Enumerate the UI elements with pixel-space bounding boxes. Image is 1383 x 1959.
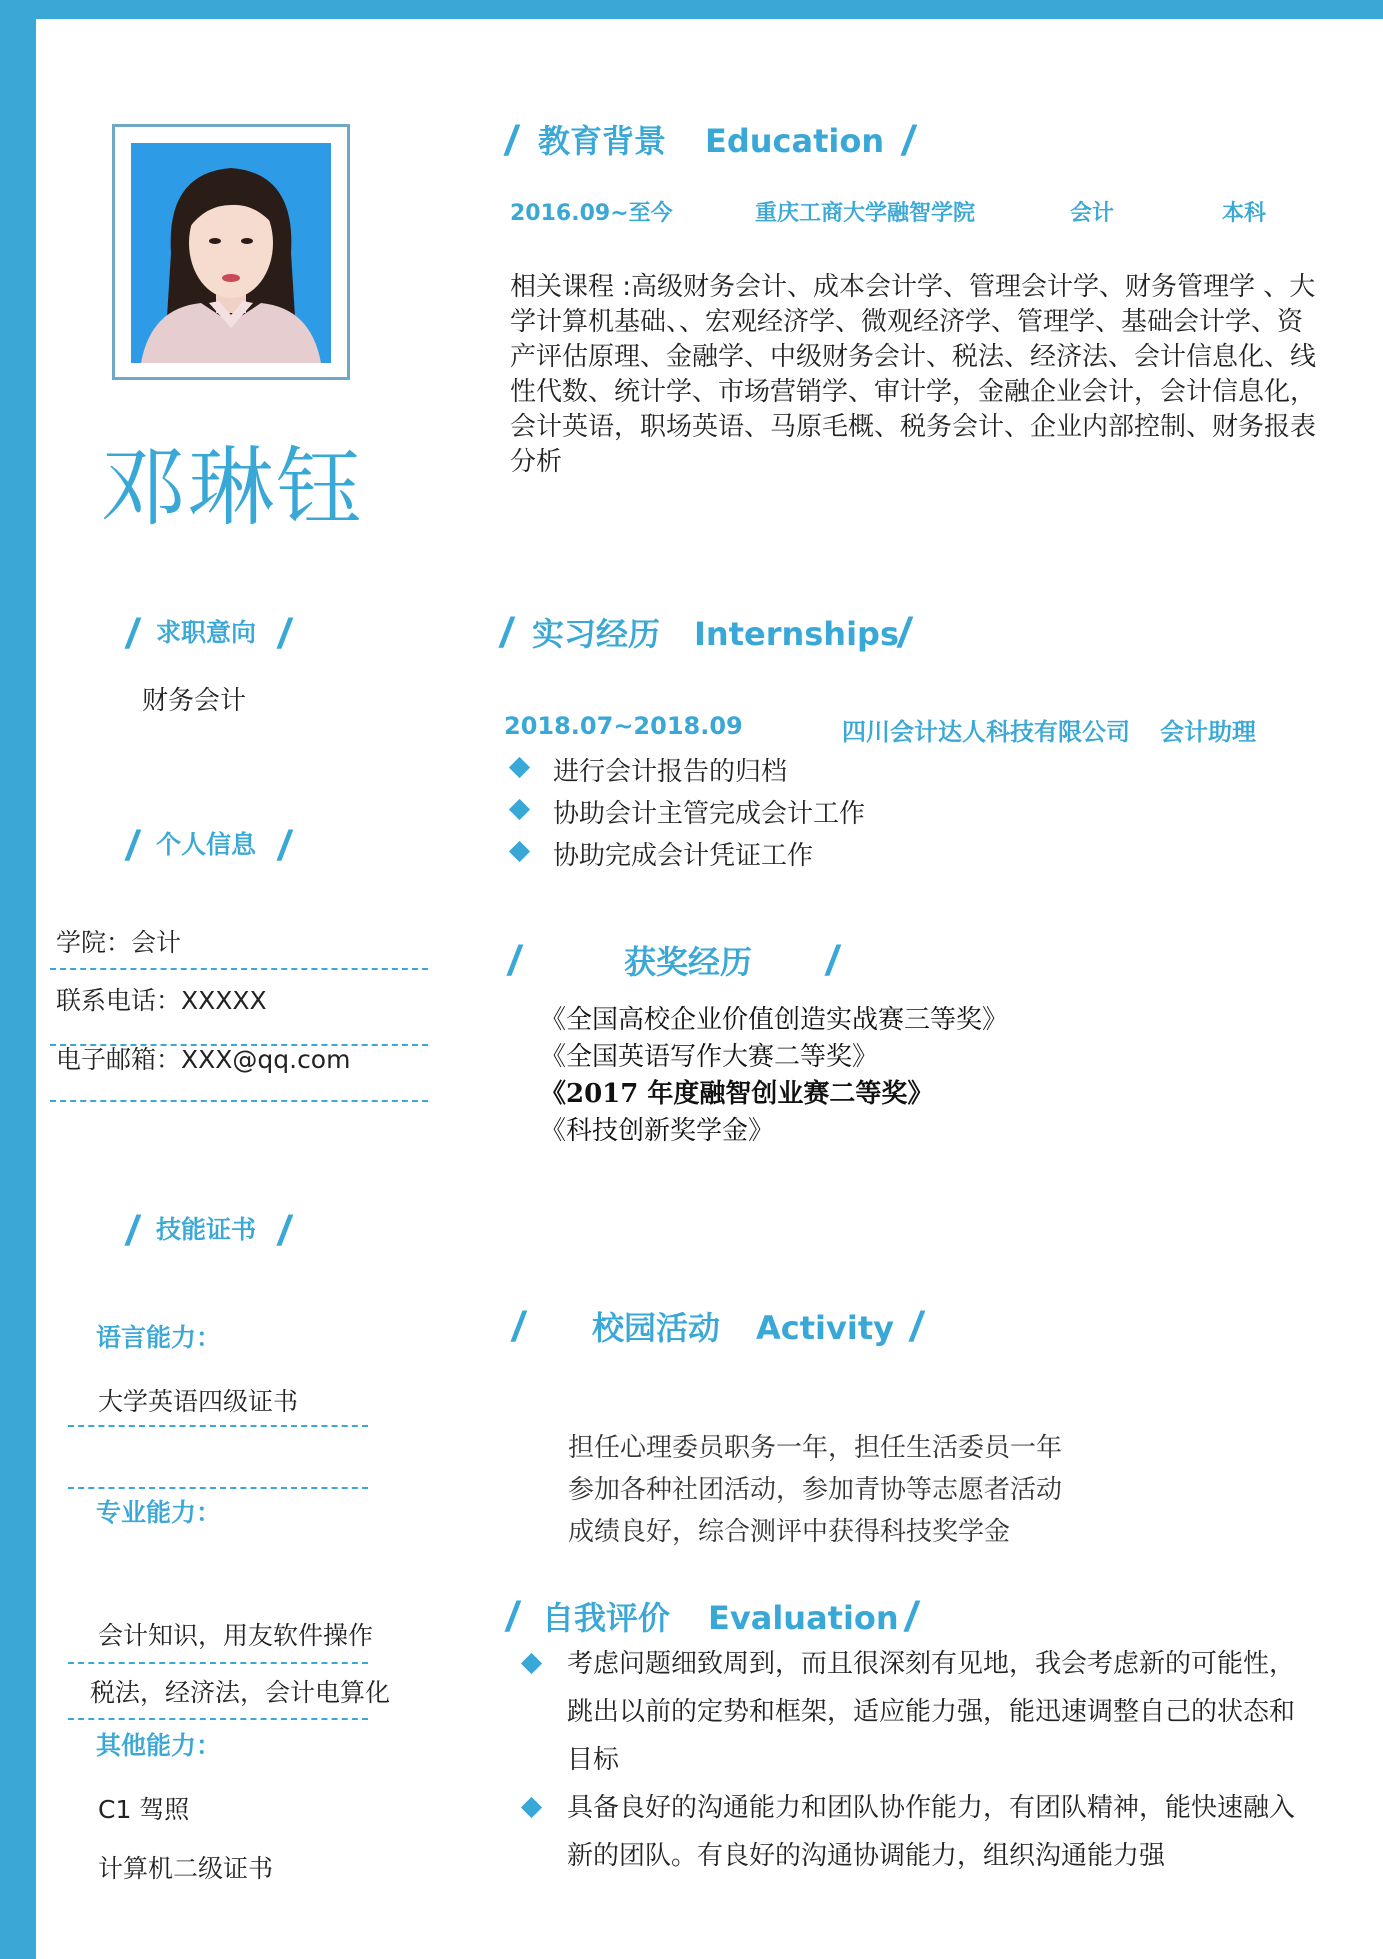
education-degree: 本科: [1222, 201, 1267, 226]
slash-decoration: /: [126, 610, 138, 657]
slash-decoration: /: [910, 1303, 922, 1350]
activity-line: 参加各种社团活动，参加青协等志愿者活动: [568, 1475, 1063, 1505]
activity-line: 担任心理委员职务一年，担任生活委员一年: [568, 1433, 1063, 1463]
slash-decoration: /: [506, 1593, 518, 1640]
professional-skill-item: 税法，经济法，会计电算化: [90, 1678, 391, 1707]
slash-decoration: /: [512, 1303, 524, 1350]
divider: [50, 968, 428, 970]
internship-title-en: Internships: [694, 615, 899, 653]
candidate-name: 邓琳钰: [100, 438, 364, 538]
slash-decoration: /: [508, 937, 520, 984]
other-skill-item: 计算机二级证书: [98, 1854, 274, 1883]
education-title-cn: 教育背景: [538, 122, 667, 160]
award-item: 《科技创新奖学金》: [540, 1116, 775, 1146]
bullet-diamond-icon: [509, 841, 530, 862]
divider: [68, 1487, 368, 1489]
profile-photo: [131, 143, 331, 363]
slash-decoration: /: [278, 1207, 290, 1254]
job-intention-title: 求职意向: [156, 618, 257, 647]
awards-title: 获奖经历: [624, 943, 753, 981]
internship-item: 协助会计主管完成会计工作: [553, 799, 866, 829]
divider: [68, 1718, 368, 1720]
language-skill-value: 大学英语四级证书: [98, 1387, 299, 1416]
skills-title: 技能证书: [156, 1215, 257, 1244]
slash-decoration: /: [126, 1207, 138, 1254]
activity-line: 成绩良好，综合测评中获得科技奖学金: [568, 1517, 1011, 1547]
other-skill-label: 其他能力：: [96, 1731, 222, 1760]
person-portrait-icon: [131, 143, 331, 363]
professional-skill-item: 会计知识，用友软件操作: [98, 1621, 374, 1650]
bullet-diamond-icon: [509, 757, 530, 778]
slash-decoration: /: [898, 609, 910, 656]
other-skill-item: C1 驾照: [98, 1795, 190, 1824]
internship-item: 进行会计报告的归档: [553, 757, 788, 787]
personal-college: 学院：会计: [56, 928, 182, 957]
education-school: 重庆工商大学融智学院: [755, 201, 976, 226]
education-title-en: Education: [705, 122, 885, 160]
evaluation-title-cn: 自我评价: [542, 1599, 671, 1637]
professional-skill-label: 专业能力：: [96, 1498, 222, 1527]
internship-role: 会计助理: [1160, 718, 1256, 746]
activity-title-en: Activity: [756, 1309, 894, 1347]
activity-title-cn: 校园活动: [592, 1309, 721, 1347]
education-major: 会计: [1070, 201, 1115, 226]
divider: [68, 1662, 368, 1664]
photo-frame: [112, 124, 350, 380]
internship-item: 协助完成会计凭证工作: [553, 841, 814, 871]
slash-decoration: /: [505, 117, 517, 164]
evaluation-item: 考虑问题细致周到，而且很深刻有见地，我会考虑新的可能性，跳出以前的定势和框架，适应能力强，能迅速调整自己的状态和目标: [567, 1649, 1296, 1775]
divider: [68, 1425, 368, 1427]
internship-title-cn: 实习经历: [532, 615, 661, 653]
bullet-diamond-icon: [521, 1797, 542, 1818]
award-item: 《2017 年度融智创业赛二等奖》: [540, 1079, 934, 1109]
bullet-diamond-icon: [509, 799, 530, 820]
slash-decoration: /: [500, 609, 512, 656]
slash-decoration: /: [126, 822, 138, 869]
internship-company: 四川会计达人科技有限公司: [842, 718, 1130, 746]
top-border: [0, 0, 1383, 19]
personal-info-title: 个人信息: [156, 830, 257, 859]
education-period: 2016.09~至今: [510, 201, 673, 226]
slash-decoration: /: [905, 1593, 917, 1640]
internship-period: 2018.07~2018.09: [504, 712, 743, 740]
slash-decoration: /: [278, 610, 290, 657]
slash-decoration: /: [826, 937, 838, 984]
slash-decoration: /: [902, 117, 914, 164]
divider: [50, 1100, 428, 1102]
evaluation-title-en: Evaluation: [708, 1599, 899, 1637]
left-border: [0, 0, 36, 1959]
slash-decoration: /: [278, 822, 290, 869]
award-item: 《全国英语写作大赛二等奖》: [540, 1042, 879, 1072]
personal-phone: 联系电话：XXXXX: [56, 986, 267, 1015]
job-intention-value: 财务会计: [142, 686, 247, 716]
language-skill-label: 语言能力：: [96, 1323, 222, 1352]
bullet-diamond-icon: [521, 1653, 542, 1674]
award-item: 《全国高校企业价值创造实战赛三等奖》: [540, 1005, 1009, 1035]
evaluation-item: 具备良好的沟通能力和团队协作能力，有团队精神，能快速融入新的团队。有良好的沟通协调能力，组织沟通能力强: [567, 1793, 1296, 1871]
education-courses: 相关课程 :高级财务会计、成本会计学、管理会计学、财务管理学 、大学计算机基础、、宏观经济学、微观经济学、管理学、基础会计学、资产评估原理、金融学、中级财务会计、税法、经济法、会计信息化、线性代数、统计学、市场营销学、审计学，金融企业会计，会计信息化，会计英语，职场英语、马原毛概、税务会计、企业内部控制、财务报表分析: [510, 272, 1317, 477]
personal-email: 电子邮箱：XXX@qq.com: [56, 1045, 351, 1074]
